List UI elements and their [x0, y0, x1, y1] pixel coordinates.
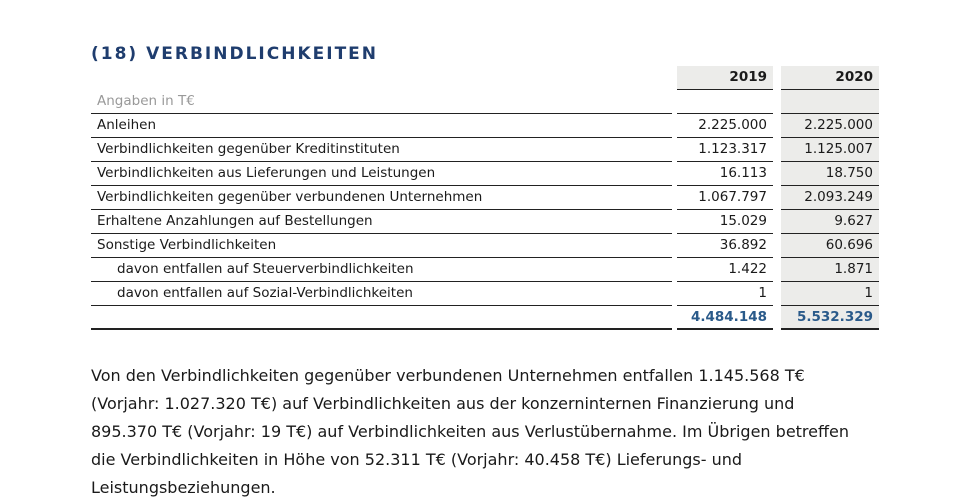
row-label: Verbindlichkeiten gegenüber verbundenen Unternehmen: [91, 186, 672, 210]
value-2020: 2.225.000: [781, 114, 879, 138]
value-2020: 60.696: [781, 234, 879, 258]
total-2020: 5.532.329: [781, 306, 879, 330]
total-row: [91, 306, 879, 330]
row-label: davon entfallen auf Steuerverbindlichkeiten: [91, 258, 672, 282]
table-row: [91, 258, 879, 282]
row-label: Erhaltene Anzahlungen auf Bestellungen: [91, 210, 672, 234]
row-label: Sonstige Verbindlichkeiten: [91, 234, 672, 258]
table-row: [91, 186, 879, 210]
value-2019: 1.422: [677, 258, 773, 282]
row-label: Verbindlichkeiten gegenüber Kreditinstituten: [91, 138, 672, 162]
value-2019: 16.113: [677, 162, 773, 186]
header-2020: 2020: [781, 66, 879, 90]
unit-blank-2020: [781, 90, 879, 114]
header-2019: 2019: [677, 66, 773, 90]
table-row: [91, 162, 879, 186]
explanatory-paragraph: Von den Verbindlichkeiten gegenüber verbundenen Unternehmen entfallen 1.145.568 T€ (Vorjahr: 1.027.320 T€) auf Verbindlichkeiten aus der konzerninternen Finanzierung und 895.370 T€ (Vorjahr: 19 T€) auf Verbindlichkeiten aus Verlustübernahme. Im Übrigen betreffen die Verbindlichkeiten in Höhe von 52.311 T€ (Vorjahr: 40.458 T€) Lieferungs- und Leistungsbeziehungen.: [91, 366, 850, 497]
table-row: [91, 282, 879, 306]
row-label: davon entfallen auf Sozial-Verbindlichkeiten: [91, 282, 672, 306]
value-2020: 9.627: [781, 210, 879, 234]
table-row: [91, 114, 879, 138]
table-row: [91, 234, 879, 258]
table-row: [91, 210, 879, 234]
unit-row: [91, 90, 879, 114]
value-2019: 1: [677, 282, 773, 306]
row-label: Verbindlichkeiten aus Lieferungen und Leistungen: [91, 162, 672, 186]
value-2019: 1.067.797: [677, 186, 773, 210]
section-title: (18) VERBINDLICHKEITEN: [91, 44, 379, 64]
value-2019: 2.225.000: [677, 114, 773, 138]
table-row: [91, 138, 879, 162]
header-blank: [91, 66, 672, 90]
value-2020: 1.871: [781, 258, 879, 282]
row-label: Anleihen: [91, 114, 672, 138]
value-2019: 36.892: [677, 234, 773, 258]
value-2020: 1: [781, 282, 879, 306]
value-2020: 1.125.007: [781, 138, 879, 162]
value-2019: 1.123.317: [677, 138, 773, 162]
total-label: [91, 306, 672, 330]
value-2020: 18.750: [781, 162, 879, 186]
value-2019: 15.029: [677, 210, 773, 234]
unit-label: Angaben in T€: [91, 90, 672, 114]
total-2019: 4.484.148: [677, 306, 773, 330]
unit-blank-2019: [677, 90, 773, 114]
value-2020: 2.093.249: [781, 186, 879, 210]
table-header-row: [91, 66, 879, 90]
liabilities-table: [91, 66, 879, 330]
